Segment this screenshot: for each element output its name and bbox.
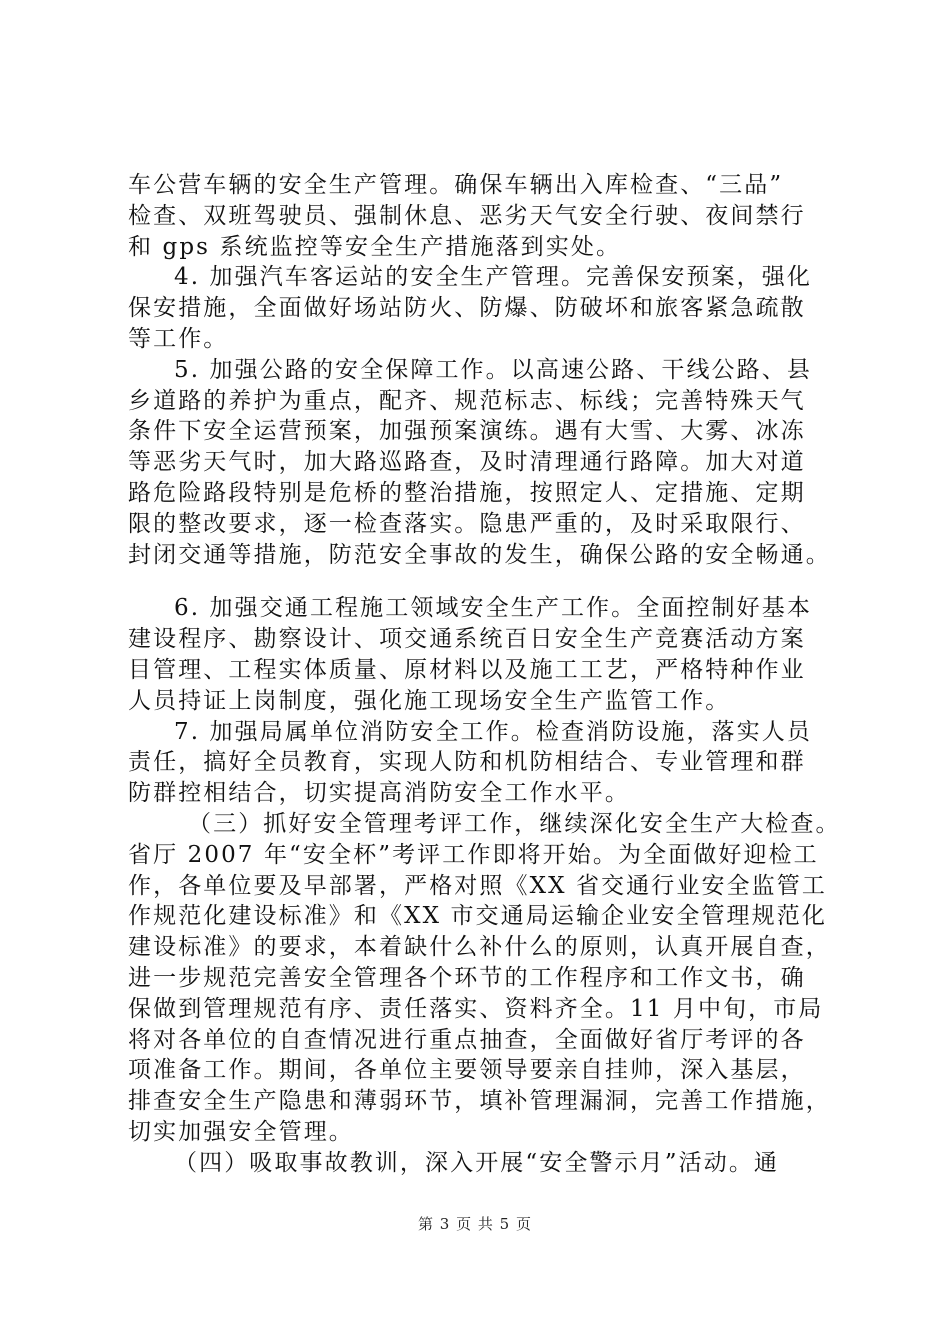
paragraph-item-6: 6. 加强交通工程施工领域安全生产工作。全面控制好基本 — [174, 595, 812, 622]
text-line: 作规范化建设标准》和《XX 市交通局运输企业安全管理规范化 — [128, 903, 827, 930]
text-line: 将对各单位的自查情况进行重点抽查，全面做好省厅考评的各 — [128, 1026, 806, 1053]
paragraph-item-7: 7. 加强局属单位消防安全工作。检查消防设施，落实人员 — [174, 718, 812, 745]
text-line: 等恶劣天气时，加大路巡路查，及时清理通行路障。加大对道 — [128, 449, 806, 476]
text-line: 防群控相结合，切实提高消防安全工作水平。 — [128, 780, 630, 807]
section-four-heading: （四）吸取事故教训，深入开展“安全警示月”活动。通 — [174, 1149, 780, 1176]
text-line: 建设标准》的要求，本着缺什么补什么的原则，认真开展自查， — [128, 934, 831, 961]
paragraph-item-4: 4. 加强汽车客运站的安全生产管理。完善保安预案，强化 — [174, 264, 812, 291]
document-body — [128, 170, 848, 1179]
text-line: 作，各单位要及早部署，严格对照《XX 省交通行业安全监管工 — [128, 872, 827, 899]
text-line: 检查、双班驾驶员、强制休息、恶劣天气安全行驶、夜间禁行 — [128, 202, 806, 229]
text-line: 目管理、工程实体质量、原材料以及施工工艺，严格特种作业 — [128, 656, 806, 683]
text-line: 人员持证上岗制度，强化施工现场安全生产监管工作。 — [128, 687, 731, 714]
text-line: 保做到管理规范有序、责任落实、资料齐全。11 月中旬，市局 — [128, 995, 824, 1022]
text-line: 乡道路的养护为重点，配齐、规范标志、标线；完善特殊天气 — [128, 387, 806, 414]
text-line: 排查安全生产隐患和薄弱环节，填补管理漏洞，完善工作措施， — [128, 1088, 831, 1115]
paragraph-gap — [128, 570, 848, 593]
section-three-heading: （三）抓好安全管理考评工作，继续深化安全生产大检查。 — [188, 810, 841, 837]
text-line: 路危险路段特别是危桥的整治措施，按照定人、定措施、定期 — [128, 479, 806, 506]
text-line: 限的整改要求，逐一检查落实。隐患严重的，及时采取限行、 — [128, 510, 806, 537]
text-line: 封闭交通等措施，防范安全事故的发生，确保公路的安全畅通。 — [128, 541, 831, 568]
text-line: 保安措施，全面做好场站防火、防爆、防破坏和旅客紧急疏散 — [128, 295, 806, 322]
text-line: 切实加强安全管理。 — [128, 1118, 354, 1145]
text-line: 责任，搞好全员教育，实现人防和机防相结合、专业管理和群 — [128, 749, 806, 776]
text-line: 等工作。 — [128, 325, 229, 352]
text-line: 建设程序、勘察设计、项交通系统百日安全生产竞赛活动方案 — [128, 626, 806, 653]
page-number-footer: 第 3 页 共 5 页 — [418, 1215, 532, 1233]
text-line: 进一步规范完善安全管理各个环节的工作程序和工作文书，确 — [128, 964, 806, 991]
text-line: 项准备工作。期间，各单位主要领导要亲自挂帅，深入基层， — [128, 1057, 806, 1084]
text-line: 条件下安全运营预案，加强预案演练。遇有大雪、大雾、冰冻 — [128, 418, 806, 445]
text-line: 省厅 2007 年“安全杯”考评工作即将开始。为全面做好迎检工 — [128, 841, 819, 868]
text-line: 和 gps 系统监控等安全生产措施落到实处。 — [128, 233, 622, 260]
text-line: 车公营车辆的安全生产管理。确保车辆出入库检查、“三品” — [128, 172, 784, 198]
paragraph-item-5: 5. 加强公路的安全保障工作。以高速公路、干线公路、县 — [174, 356, 812, 383]
